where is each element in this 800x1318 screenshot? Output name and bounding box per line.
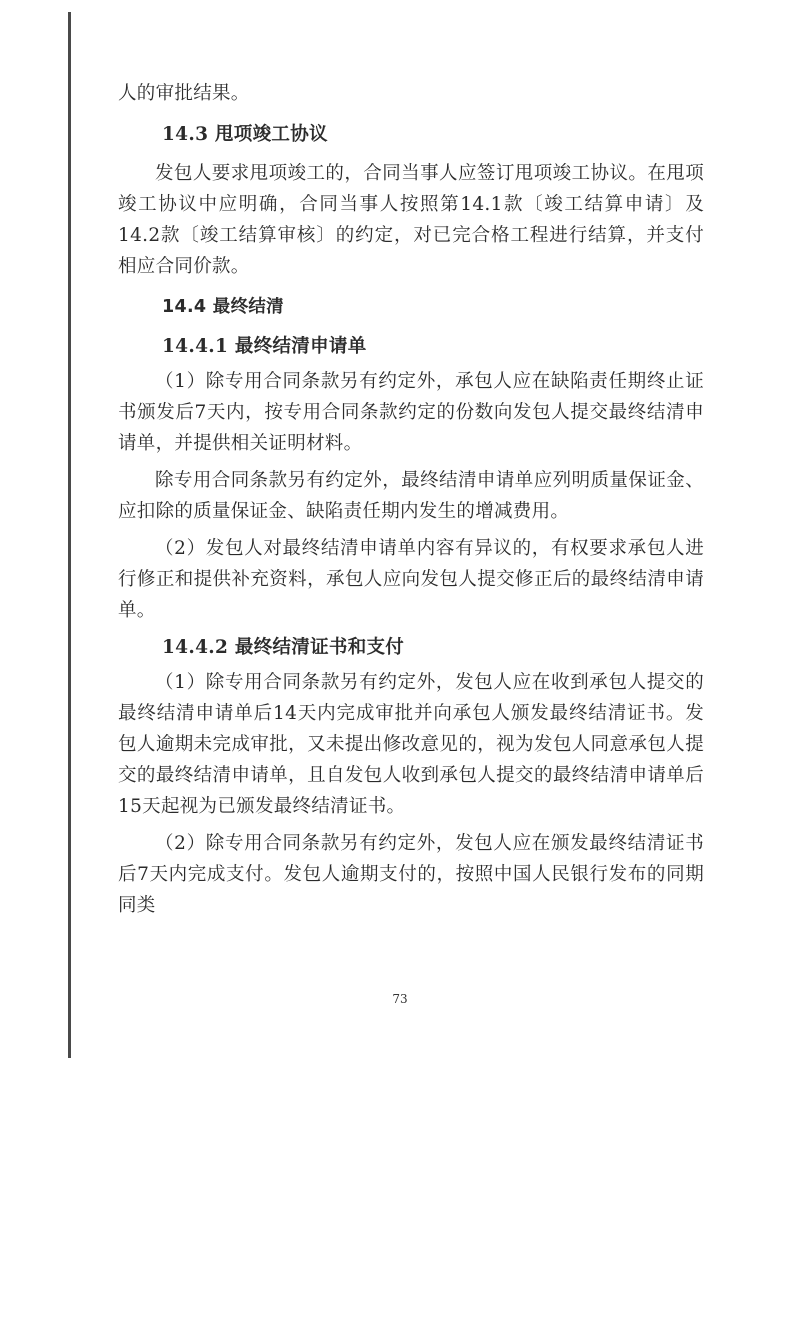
page-content [118,78,704,927]
paragraph-14-4-1-note: 除专用合同条款另有约定外，最终结清申请单应列明质量保证金、应扣除的质量保证金、缺陷责任期内发生的增减费用。 [118,470,704,522]
paragraph-14-4-2-item-2: （2）除专用合同条款另有约定外，发包人应在颁发最终结清证书后7天内完成支付。发包人逾期支付的，按照中国人民银行发布的同期同类 [118,833,704,916]
subsection-heading-14-4-1: 14.4.1 最终结清申请单 [162,336,367,357]
binding-line [68,12,71,1058]
paragraph-continuation: 人的审批结果。 [118,83,250,104]
paragraph-14-4-2-item-1: （1）除专用合同条款另有约定外，发包人应在收到承包人提交的最终结清申请单后14天内完成审批并向承包人颁发最终结清证书。发包人逾期未完成审批，又未提出修改意见的，视为发包人同意承包人提交的最终结清申请单，且自发包人收到承包人提交的最终结清申请单后15天起视为已颁发最终结清证书。 [118,672,704,817]
subsection-heading-14-4-2: 14.4.2 最终结清证书和支付 [162,637,405,658]
paragraph-14-4-1-item-1: （1）除专用合同条款另有约定外，承包人应在缺陷责任期终止证书颁发后7天内，按专用合同条款约定的份数向发包人提交最终结清申请单，并提供相关证明材料。 [118,371,704,454]
paragraph-14-4-1-item-2: （2）发包人对最终结清申请单内容有异议的，有权要求承包人进行修正和提供补充资料，承包人应向发包人提交修正后的最终结清申请单。 [118,538,704,621]
page-number: 73 [392,992,408,1006]
paragraph-14-3-body: 发包人要求甩项竣工的，合同当事人应签订甩项竣工协议。在甩项竣工协议中应明确，合同当事人按照第14.1款〔竣工结算申请〕及14.2款〔竣工结算审核〕的约定，对已完合格工程进行结算，并支付相应合同价款。 [118,163,704,277]
section-heading-14-3: 14.3 甩项竣工协议 [162,124,328,145]
section-heading-14-4: 14.4 最终结清 [162,297,284,317]
